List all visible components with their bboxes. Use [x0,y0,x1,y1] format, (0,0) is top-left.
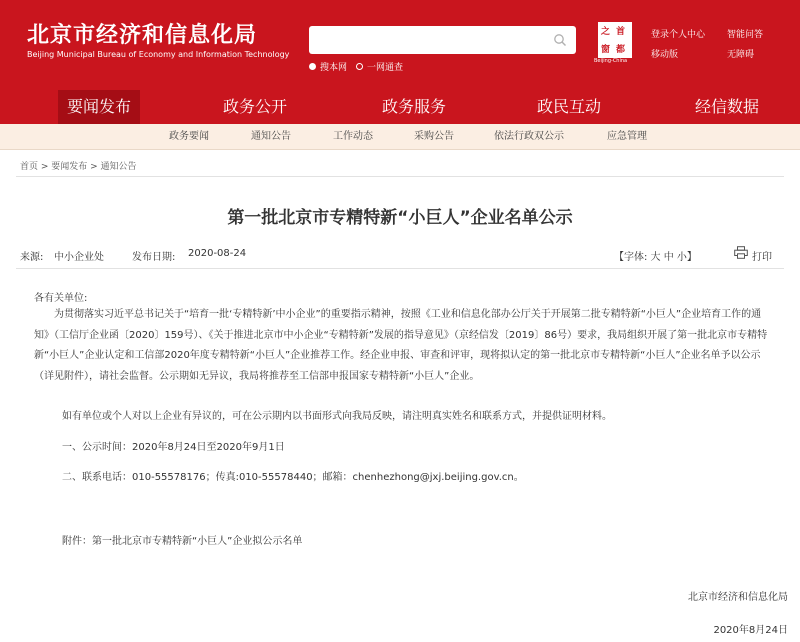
date-label: 发布日期: [132,252,176,263]
salutation: 各有关单位: [34,293,88,304]
signature: 北京市经济和信息化局 [688,592,788,603]
subnav-item-work[interactable]: 工作动态 [333,131,373,142]
capital-window-logo[interactable] [598,22,632,58]
search-box [309,26,576,54]
scope-all-label: 一网通查 [367,63,404,73]
attachment-link[interactable]: 附件：第一批北京市专精特新“小巨人”企业拟公示名单 [62,536,303,547]
breadcrumb[interactable]: 首页 > 要闻发布 > 通知公告 [20,162,137,172]
mobile-link[interactable]: 移动版 [651,50,679,60]
subnav-item-procurement[interactable]: 采购公告 [414,131,454,142]
sub-nav [0,124,800,150]
print-icon[interactable] [734,246,748,259]
smart-qa-link[interactable]: 智能问答 [727,30,764,40]
radio-unchecked-icon [356,63,363,70]
scope-site-label: 搜本网 [320,63,348,73]
search-input[interactable] [309,26,576,54]
login-link[interactable]: 登录个人中心 [651,30,706,40]
page-title: 第一批北京市专精特新“小巨人”企业名单公示 [227,208,573,228]
source-value: 中小企业处 [54,252,104,263]
radio-checked-icon [309,63,316,70]
nav-item-services[interactable]: 政务服务 [382,97,447,116]
seal-caption: Beijing-China [594,58,628,64]
print-button[interactable]: 打印 [752,252,772,263]
seal-char: 都 [616,45,626,55]
search-icon[interactable] [553,33,567,47]
divider [16,176,784,177]
seal-char: 首 [616,27,626,37]
paragraph: 二、联系电话：010-55578176；传真:010-55578440；邮箱：chenhezhong@jxj.beijing.gov.cn。 [62,472,524,483]
seal-char: 之 [601,27,611,37]
subnav-item-news[interactable]: 政务要闻 [169,131,209,142]
subnav-item-emergency[interactable]: 应急管理 [607,131,647,142]
nav-item-interaction[interactable]: 政民互动 [537,97,602,116]
site-header [0,0,800,90]
nav-item-gov-affairs[interactable]: 政务公开 [223,97,288,116]
sign-date: 2020年8月24日 [713,625,788,636]
divider [16,268,784,269]
accessible-link[interactable]: 无障碍 [727,50,755,60]
site-title[interactable]: 北京市经济和信息化局 [27,23,258,48]
main-nav [0,90,800,124]
nav-item-data[interactable]: 经信数据 [695,97,760,116]
nav-item-news[interactable]: 要闻发布 [58,90,140,124]
scope-all-radio[interactable] [356,60,403,73]
scope-site-radio[interactable] [309,60,347,73]
paragraph: 如有单位或个人对以上企业有异议的，可在公示期内以书面形式向我局反映，请注明真实姓名和联系方式，并提供证明材料。 [62,411,612,422]
paragraph: 为贯彻落实习近平总书记关于“培育一批‘专精特新’中小企业”的重要指示精神，按照《工业和信息化部办公厅关于开展第二批专精特新“小巨人”企业培育工作的通知》（工信厅企业函〔2020〕159号）、《关于推进北京市中小企业“专精特新”发展的指导意见》（京经信发〔2019〕86号）要求，我局组织开展了第一批北京市专精特新“小巨人”企业认定和工信部2020年度专精特新“小巨人”企业推荐工作。经企业申报、审查和评审，现将拟认定的第一批北京市专精特新“小巨人”企业名单予以公示（详见附件），请社会监督。公示期如无异议，我局将推荐至工信部申报国家专精特新“小巨人”企业。 [34,309,768,382]
publish-date: 2020-08-24 [188,248,247,259]
subnav-item-publicity[interactable]: 依法行政双公示 [494,131,564,142]
seal-char: 窗 [601,45,611,55]
site-title-en: Beijing Municipal Bureau of Economy and Information Technology [27,50,290,59]
source-label: 来源: [20,252,44,263]
font-size-control[interactable]: 【字体: 大 中 小】 [614,252,697,263]
subnav-item-notices[interactable]: 通知公告 [251,131,291,142]
paragraph: 一、公示时间：2020年8月24日至2020年9月1日 [62,442,285,453]
